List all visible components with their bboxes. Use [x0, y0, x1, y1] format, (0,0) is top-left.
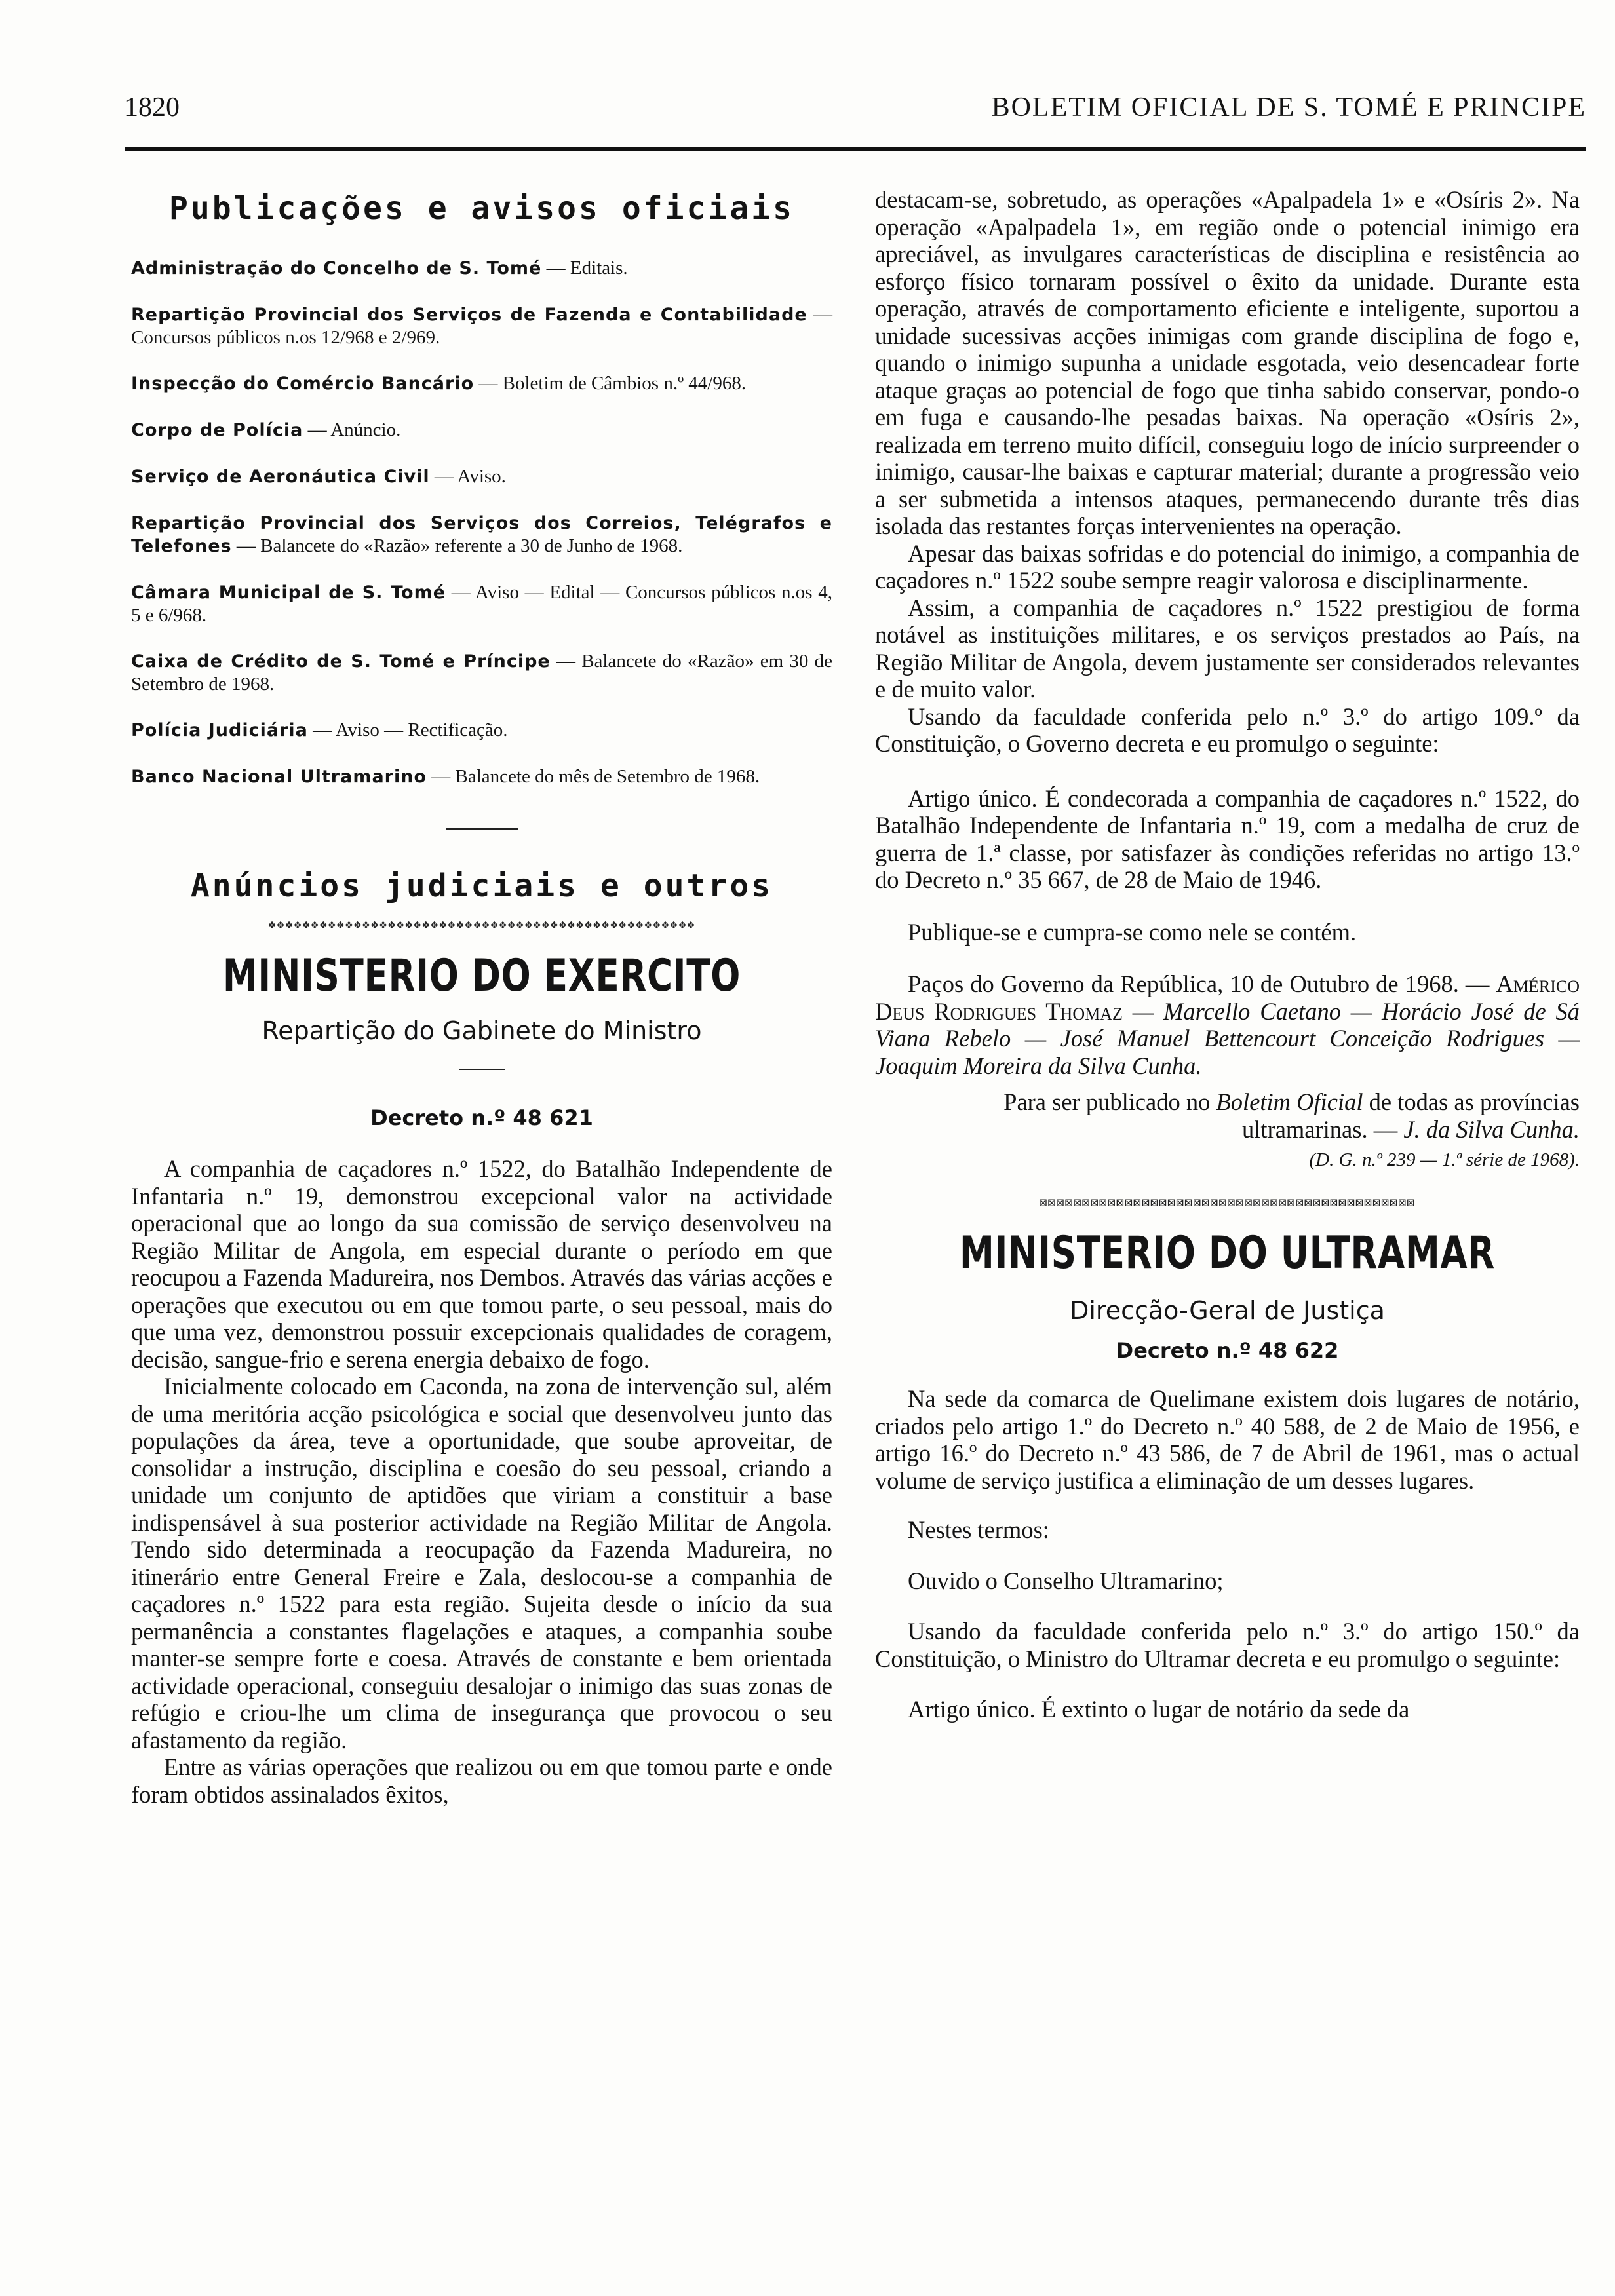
index-entry: Banco Nacional Ultramarino — Balancete do mês de Setembro de 1968.	[131, 766, 760, 787]
decree-paragraph: Entre as várias operações que realizou ou em que tomou parte e onde foram obtidos assinalados êxitos,	[131, 1753, 832, 1808]
signature-paragraph: Paços do Governo da República, 10 de Outubro de 1968. — Américo Deus Rodrigues Thomaz — Marcello Caetano — Horácio José de Sá Viana Rebelo — José Manuel Bettencourt Conceição Rodrigues — Joaquim Moreira da Silva Cunha.	[875, 970, 1580, 1079]
department-title: Repartição do Gabinete do Ministro	[262, 1016, 702, 1045]
dg-reference: (D. G. n.º 239 — 1.ª série de 1968).	[1309, 1149, 1580, 1170]
decree-paragraph: Usando da faculdade conferida pelo n.º 3.º do artigo 150.º da Constituição, o Ministro do Ultramar decreta e eu promulgo o seguinte:	[875, 1618, 1580, 1672]
page-number: 1820	[125, 92, 180, 123]
decree-paragraph: Apesar das baixas sofridas e do potencial do inimigo, a companhia de caçadores n.º 1522 soube sempre reagir valorosa e disciplinarmente.	[875, 539, 1580, 594]
decree-paragraph: Assim, a companhia de caçadores n.º 1522 prestigiou de forma notável as instituições militares, e os serviços prestados ao País, na Região Militar de Angola, devem justamente ser considerados relevantes e de muito valor.	[875, 594, 1580, 702]
ministry-title: MINISTERIO DO ULTRAMAR	[960, 1227, 1495, 1279]
index-entry: Polícia Judiciária — Aviso — Rectificação.	[131, 719, 508, 740]
article-paragraph: Artigo único. É extinto o lugar de notário da sede da	[908, 1696, 1410, 1723]
index-entry: Repartição Provincial dos Serviços dos Correios, Telégrafos e Telefones — Balancete do «Razão» referente a 30 de Junho de 1968.	[131, 513, 832, 556]
left-column	[131, 190, 832, 1808]
publish-paragraph: Publique-se e cumpra-se como nele se contém.	[908, 918, 1357, 946]
index-entry: Administração do Concelho de S. Tomé — Editais.	[131, 258, 628, 278]
decree-paragraph: Nestes termos:	[908, 1516, 1049, 1543]
decree-paragraph: Ouvido o Conselho Ultramarino;	[908, 1567, 1224, 1594]
right-column	[875, 186, 1580, 1723]
decree-number: Decreto n.º 48 621	[370, 1105, 593, 1130]
decree-paragraph: Inicialmente colocado em Caconda, na zona de intervenção sul, além de uma meritória acção psicológica e social que desenvolveu junto das populações da área, teve a oportunidade, que soube aproveitar, de consolidar a instrução, disciplina e coesão do seu pessoal, criando a unidade um conjunto de aptidões que viriam a constituir a base indispensável à sua posterior actividade na Região Militar de Angola. Tendo sido determinada a reocupação da Fazenda Madureira, no itinerário entre General Freire e Zala, deslocou-se a companhia de caçadores n.º 1522 para esta região. Sujeita desde o início da sua permanência a constantes flagelações e ataques, a companhia soube manter-se sempre forte e coesa. Através de constante e bem orientada actividade operacional, conseguiu desalojar o inimigo das suas zonas de refúgio e criou-lhe um clima de insegurança que provocou o seu afastamento da região.	[131, 1373, 832, 1753]
president-name: Américo Deus Rodrigues Thomaz	[875, 970, 1580, 1025]
publicacoes-title: Publicações e avisos oficiais	[168, 190, 795, 227]
publication-note: Para ser publicado no Boletim Oficial de todas as províncias ultramarinas. — J. da Silva Cunha.	[1003, 1088, 1580, 1143]
ornament-divider: ⊠⊠⊠⊠⊠⊠⊠⊠⊠⊠⊠⊠⊠⊠⊠⊠⊠⊠⊠⊠⊠⊠⊠⊠⊠⊠⊠⊠⊠⊠⊠⊠⊠⊠⊠⊠⊠⊠⊠⊠⊠⊠⊠⊠	[1039, 1195, 1416, 1210]
index-entry: Corpo de Polícia — Anúncio.	[131, 419, 401, 440]
index-entry: Serviço de Aeronáutica Civil — Aviso.	[131, 466, 506, 487]
page-header	[125, 92, 1586, 138]
decree-number: Decreto n.º 48 622	[1116, 1338, 1339, 1363]
running-title: BOLETIM OFICIAL DE S. TOMÉ E PRINCIPE	[991, 92, 1586, 123]
article-paragraph: Artigo único. É condecorada a companhia de caçadores n.º 1522, do Batalhão Independente de Infantaria n.º 19, com a medalha de cruz de guerra de 1.ª classe, por satisfazer às condições referidas no artigo 13.º do Decreto n.º 35 667, de 28 de Maio de 1946.	[875, 784, 1580, 893]
index-entry: Inspecção do Comércio Bancário — Boletim de Câmbios n.º 44/968.	[131, 373, 747, 394]
continuation-paragraph: destacam-se, sobretudo, as operações «Apalpadela 1» e «Osíris 2». Na operação «Apalpadela 1», em região onde o potencial inimigo era apreciável, as invulgares características de disciplina e resistência ao esforço físico tornaram possível o êxito da unidade. Durante esta operação, através de comportamento eficiente e inteligente, suportou a unidade sucessivas acções inimigas com grande disciplina de fogo e, quando o inimigo supunha a unidade esgotada, veio desencadear forte ataque graças ao potencial de fogo que tinha sabido conservar, pondo-o em fuga e causando-lhe pesadas baixas. Na operação «Osíris 2», realizada em terreno muito difícil, conseguiu logo de início surpreender o inimigo, causar-lhe baixas e capturar material; durante a progressão veio a ser submetida a intensos ataques, permanecendo durante três dias isolada das restantes forças intervenientes na operação.	[875, 186, 1580, 539]
department-title: Direcção-Geral de Justiça	[1070, 1296, 1385, 1325]
decree-paragraph: Na sede da comarca de Quelimane existem dois lugares de notário, criados pelo artigo 1.º do Decreto n.º 40 588, de 2 de Maio de 1956, e artigo 16.º do Decreto n.º 43 586, de 7 de Abril de 1961, mas o actual volume de serviço justifica a eliminação de um desses lugares.	[875, 1385, 1580, 1494]
section-dash	[446, 828, 518, 830]
ministry-title: MINISTERIO DO EXERCITO	[222, 950, 741, 1002]
section-dash	[459, 1069, 505, 1070]
header-rule	[125, 147, 1586, 151]
decree-paragraph: A companhia de caçadores n.º 1522, do Batalhão Independente de Infantaria n.º 19, demonstrou excepcional valor na actividade operacional que ao longo da sua comissão de serviço desenvolveu na Região Militar de Angola, em especial durante o período em que reocupou a Fazenda Madureira, nos Dembos. Através das várias acções e operações que executou ou em que tomou parte, o seu pessoal, mais do que uma vez, demonstrou possuir excepcionais qualidades de coragem, decisão, sangue-frio e serena energia debaixo de fogo.	[131, 1155, 832, 1373]
decree-paragraph: Usando da faculdade conferida pelo n.º 3.º do artigo 109.º da Constituição, o Governo decreta e eu promulgo o seguinte:	[875, 702, 1580, 757]
index-entry: Repartição Provincial dos Serviços de Fazenda e Contabilidade — Concursos públicos n.os 12/968 e 2/969.	[131, 304, 833, 348]
index-entry: Câmara Municipal de S. Tomé — Aviso — Edital — Concursos públicos n.os 4, 5 e 6/968.	[131, 582, 832, 626]
anuncios-title: Anúncios judiciais e outros	[190, 868, 773, 904]
index-entry: Caixa de Crédito de S. Tomé e Príncipe — Balancete do «Razão» em 30 de Setembro de 1968.	[131, 651, 832, 695]
index-list	[131, 257, 832, 788]
ornament-divider: ❖❖❖❖❖❖❖❖❖❖❖❖❖❖❖❖❖❖❖❖❖❖❖❖❖❖❖❖❖❖❖❖❖❖❖❖❖❖❖❖❖❖❖❖❖❖❖❖❖❖	[267, 916, 696, 932]
